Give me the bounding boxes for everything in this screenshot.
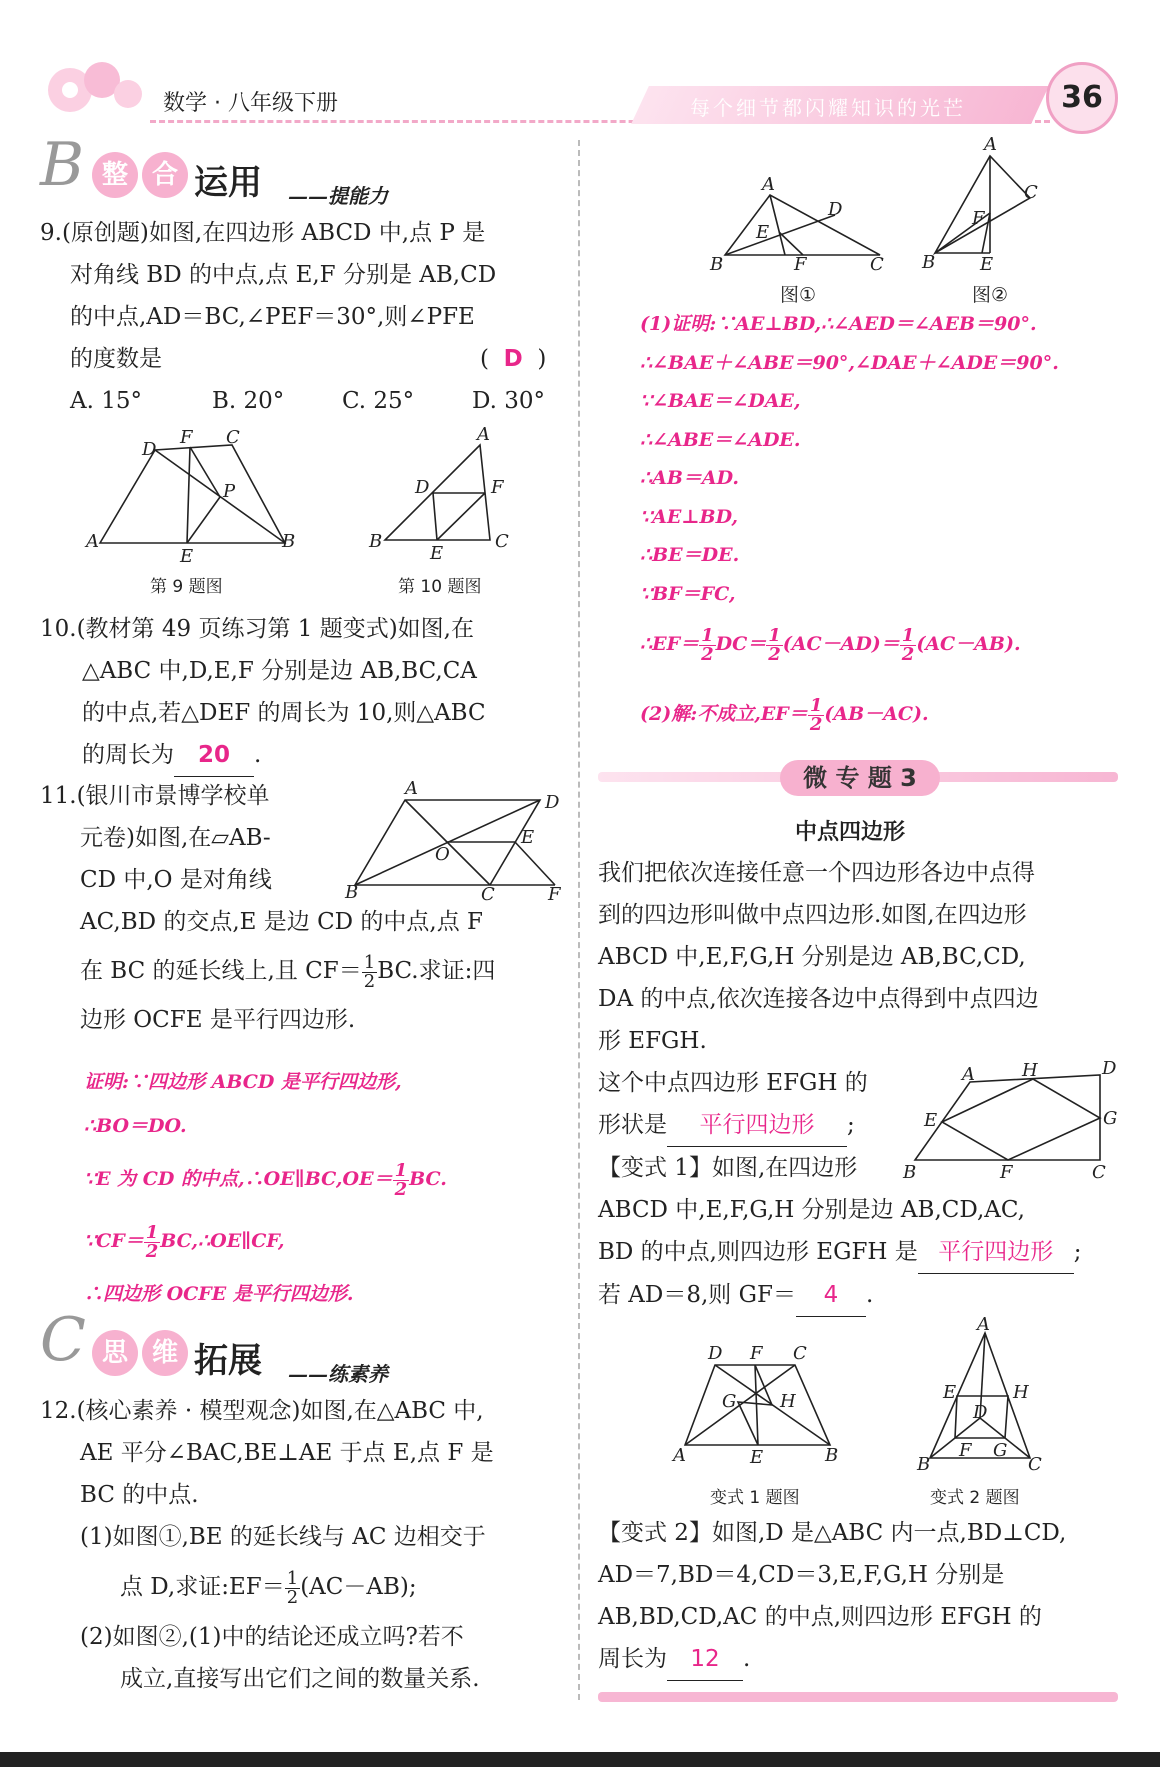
q11-sol-line-5: ∴四边形 OCFE 是平行四边形.	[84, 1283, 354, 1305]
svg-text:D: D	[708, 1343, 723, 1364]
wz-v1-line-3	[598, 1231, 1118, 1274]
wz-answer-1: 平行四边形	[667, 1104, 847, 1147]
proof-p2-b: (AB－AC).	[824, 703, 929, 725]
proof-frac2-den: 2	[768, 643, 781, 665]
figure-10-caption: 第 10 题图	[398, 577, 482, 597]
section-c-title: 拓展	[194, 1341, 262, 1381]
svg-text:B: B	[825, 1445, 839, 1466]
svg-text:A: A	[762, 174, 775, 195]
q11-line-2: 元卷)如图,在▱AB-	[80, 825, 271, 851]
svg-text:E: E	[756, 222, 770, 243]
figure-11	[345, 778, 565, 905]
svg-text:A: A	[405, 778, 418, 799]
section-b-title: 运用	[194, 163, 262, 203]
svg-text:F: F	[491, 477, 504, 498]
svg-text:B: B	[917, 1454, 931, 1475]
svg-text:F: F	[794, 254, 807, 275]
q9-options	[40, 380, 560, 422]
proof-frac-2	[766, 624, 783, 665]
q11-sol-line-4	[84, 1210, 564, 1272]
svg-text:F: F	[180, 427, 193, 448]
svg-text:D: D	[545, 792, 560, 813]
section-c-bubble-1: 思	[92, 1330, 138, 1376]
figure-12-1	[710, 170, 890, 280]
figure-variant-1-caption: 变式 1 题图	[710, 1488, 800, 1508]
svg-text:E: E	[943, 1382, 957, 1403]
section-c-bubble-2: 维	[142, 1330, 188, 1376]
q9-paren-open: (	[480, 346, 489, 372]
proof-ef-c: (AC－AD)＝	[782, 633, 900, 655]
q12-line-4: (1)如图①,BE 的延长线与 AC 边相交于	[80, 1524, 486, 1550]
proof-frac4-num: 1	[809, 694, 823, 716]
q11-sol-frac1-den: 2	[394, 1178, 408, 1200]
q11-line-6: 边形 OCFE 是平行四边形.	[80, 1007, 356, 1033]
svg-text:F: F	[1000, 1162, 1013, 1183]
svg-text:E: E	[521, 827, 535, 848]
q11-line-5-b: BC.求证:四	[377, 958, 496, 984]
proof-frac4-den: 2	[809, 713, 823, 735]
figure-12-2	[920, 134, 1050, 278]
q9-option-a: A. 15°	[70, 388, 142, 414]
q10-line-4	[40, 734, 560, 777]
q9-option-c: C. 25°	[342, 388, 415, 414]
q9-answer: D	[503, 346, 523, 372]
special-topic-title: 中点四边形	[795, 820, 906, 845]
svg-text:A: A	[984, 134, 997, 155]
figure-variant-2-caption: 变式 2 题图	[930, 1488, 1020, 1508]
q11-frac-den: 2	[363, 970, 376, 992]
svg-text:D: D	[1102, 1058, 1117, 1079]
wz-v1-line-2: ABCD 中,E,F,G,H 分别是边 AB,CD,AC,	[598, 1197, 1025, 1223]
q11-sol-frac2-num: 1	[145, 1221, 159, 1243]
svg-text:A: A	[977, 1314, 990, 1335]
svg-text:C: C	[1024, 182, 1038, 203]
svg-text:B: B	[922, 252, 936, 273]
proof-frac-4	[808, 694, 825, 735]
proof-line-3: ∵∠BAE＝∠DAE,	[640, 390, 801, 412]
svg-text:O: O	[435, 844, 450, 865]
proof-line-8: ∵BF＝FC,	[640, 582, 736, 605]
q11-sol-line-2: ∴BO＝DO.	[84, 1115, 187, 1137]
svg-text:A: A	[477, 424, 490, 445]
svg-text:C: C	[495, 531, 509, 552]
svg-text:C: C	[226, 427, 240, 448]
wz-line-7-a: 形状是	[598, 1112, 667, 1138]
wz-v1-line-4	[598, 1274, 1118, 1317]
svg-text:E: E	[180, 546, 194, 567]
svg-text:B: B	[345, 882, 359, 903]
q11-line-5	[40, 943, 560, 999]
svg-text:B: B	[369, 531, 383, 552]
figure-variant-1	[670, 1343, 840, 1468]
svg-text:B: B	[282, 531, 296, 552]
q10-line-4-post: .	[254, 742, 262, 768]
figure-10	[365, 424, 535, 564]
q9-option-b: B. 20°	[212, 388, 285, 414]
section-c-subtitle: ——练素养	[288, 1362, 388, 1386]
svg-text:C: C	[870, 254, 884, 275]
q10-line-3: 的中点,若△DEF 的周长为 10,则△ABC	[82, 700, 486, 726]
svg-text:E: E	[924, 1110, 938, 1131]
q9-line-2: 对角线 BD 的中点,点 E,F 分别是 AB,CD	[70, 262, 497, 288]
proof-line-4: ∴∠ABE＝∠ADE.	[640, 428, 801, 451]
q11-sol-line-4-a: ∵CF＝	[84, 1230, 144, 1252]
q12-line-1: 12.(核心素养 · 模型观念)如图,在△ABC 中,	[40, 1398, 484, 1424]
figure-9	[80, 425, 300, 567]
svg-text:F: F	[750, 1343, 763, 1364]
wz-answer-2: 平行四边形	[918, 1231, 1074, 1274]
q11-line-1: 11.(银川市景博学校单	[40, 783, 270, 809]
wz-v2-line-2: AD＝7,BD＝4,CD＝3,E,F,G,H 分别是	[598, 1562, 1005, 1588]
proof-frac3-den: 2	[901, 643, 915, 665]
q12-frac-num: 1	[286, 1567, 299, 1589]
wz-answer-4: 12	[667, 1638, 743, 1681]
q12-proof	[640, 305, 1120, 745]
section-b-bubble-1: 整	[92, 152, 138, 198]
svg-text:E: E	[750, 1447, 764, 1468]
svg-text:F: F	[972, 208, 985, 229]
wz-v1-line-4-b: .	[865, 1282, 874, 1308]
proof-frac-3	[900, 624, 917, 665]
q11-solution	[84, 1060, 564, 1316]
svg-text:F: F	[548, 884, 561, 905]
svg-text:E: E	[980, 254, 994, 275]
question-9	[40, 212, 560, 422]
wz-v1-line-1: 【变式 1】如图,在四边形	[598, 1155, 858, 1181]
figure-12-1-caption: 图①	[780, 284, 817, 306]
svg-text:B: B	[710, 254, 724, 275]
wz-answer-3: 4	[796, 1274, 866, 1317]
page-footer-strip	[0, 1752, 1160, 1767]
proof-ef-d: (AC－AB).	[916, 633, 1021, 655]
header-slogan: 每个细节都闪耀知识的光芒	[690, 96, 966, 120]
q11-line-5-a: 在 BC 的延长线上,且 CF＝	[80, 958, 362, 984]
page-number: 36	[1046, 62, 1118, 134]
q9-option-d: D. 30°	[472, 388, 546, 414]
q12-line-7: 成立,直接写出它们之间的数量关系.	[120, 1666, 480, 1692]
proof-line-6: ∵AE⊥BD,	[640, 505, 739, 528]
proof-line-5: ∴AB＝AD.	[640, 467, 740, 489]
proof-line-7: ∴BE＝DE.	[640, 544, 740, 566]
q11-sol-frac1-num: 1	[394, 1159, 408, 1181]
svg-text:C: C	[481, 884, 495, 905]
q12-line-5-a: 点 D,求证:EF＝	[120, 1574, 285, 1600]
wz-v2-line-4-b: .	[743, 1646, 751, 1672]
section-c-letter: C	[40, 1305, 86, 1375]
wz-intro-line-5: 形 EFGH.	[598, 1028, 707, 1054]
q12-frac-den: 2	[286, 1586, 299, 1608]
q9-line-3: 的中点,AD＝BC,∠PEF＝30°,则∠PFE	[70, 304, 475, 330]
wz-intro-line-2: 到的四边形叫做中点四边形.如图,在四边形	[598, 902, 1027, 928]
proof-frac2-num: 1	[768, 624, 781, 646]
svg-text:B: B	[903, 1162, 917, 1183]
q12-line-6: (2)如图②,(1)中的结论还成立吗?若不	[80, 1624, 464, 1650]
proof-ef-a: ∴EF＝	[640, 633, 700, 655]
q10-line-4-pre: 的周长为	[82, 742, 174, 768]
proof-frac1-num: 1	[701, 624, 714, 646]
wz-intro-line-1: 我们把依次连接任意一个四边形各边中点得	[598, 860, 1035, 886]
q12-line-2: AE 平分∠BAC,BE⊥AE 于点 E,点 F 是	[80, 1440, 494, 1466]
q11-fraction	[362, 951, 377, 992]
wz-line-6: 这个中点四边形 EFGH 的	[598, 1070, 868, 1096]
wz-intro-line-3: ABCD 中,E,F,G,H 分别是边 AB,BC,CD,	[598, 944, 1026, 970]
wz-v2-line-1: 【变式 2】如图,D 是△ABC 内一点,BD⊥CD,	[598, 1520, 1067, 1546]
svg-text:F: F	[959, 1440, 972, 1461]
svg-text:D: D	[973, 1402, 988, 1423]
proof-frac1-den: 2	[701, 643, 714, 665]
figure-12-2-caption: 图②	[972, 284, 1009, 306]
q11-sol-frac2-den: 2	[145, 1240, 159, 1262]
flower-icon	[40, 50, 150, 120]
q11-sol-line-3-a: ∵E 为 CD 的中点,∴OE∥BC,OE＝	[84, 1168, 393, 1190]
q10-line-2: △ABC 中,D,E,F 分别是边 AB,BC,CA	[82, 658, 477, 684]
svg-text:D: D	[415, 477, 430, 498]
section-b-bubble-2: 合	[142, 152, 188, 198]
svg-text:G: G	[1103, 1108, 1118, 1129]
question-10	[40, 608, 560, 777]
svg-text:D: D	[142, 439, 157, 460]
section-b-subtitle: ——提能力	[288, 184, 388, 208]
svg-text:D: D	[828, 199, 843, 220]
wz-v2-line-4-a: 周长为	[598, 1646, 667, 1672]
q11-line-4: AC,BD 的交点,E 是边 CD 的中点,点 F	[80, 909, 484, 935]
figure-midpoint-quadrilateral	[900, 1058, 1125, 1183]
wz-v1-line-3-a: BD 的中点,则四边形 EGFH 是	[598, 1239, 918, 1265]
svg-text:G: G	[722, 1391, 737, 1412]
column-divider	[578, 140, 580, 1700]
svg-text:C: C	[1092, 1162, 1106, 1183]
wz-line-7-b: ;	[847, 1112, 855, 1138]
svg-text:A: A	[673, 1445, 686, 1466]
q9-paren-close: )	[537, 346, 547, 372]
wz-v1-line-3-b: ;	[1073, 1239, 1082, 1265]
q9-line-4	[40, 338, 560, 380]
proof-p2-a: (2)解:不成立,EF＝	[640, 703, 808, 725]
proof-line-9	[640, 613, 1120, 675]
svg-text:H: H	[1013, 1382, 1029, 1403]
wz-v2-line-3: AB,BD,CD,AC 的中点,则四边形 EFGH 的	[598, 1604, 1042, 1630]
wz-v2-line-4	[598, 1638, 1118, 1681]
svg-text:A: A	[86, 531, 99, 552]
q9-line-1: 9.(原创题)如图,在四边形 ABCD 中,点 P 是	[40, 220, 486, 246]
figure-9-caption: 第 9 题图	[150, 577, 223, 597]
q12-line-5-b: (AC－AB);	[300, 1574, 417, 1600]
q12-line-5	[40, 1558, 560, 1616]
q12-fraction	[285, 1567, 300, 1608]
svg-text:H: H	[1022, 1060, 1038, 1081]
q11-line-3: CD 中,O 是对角线	[80, 867, 272, 893]
proof-frac-1	[699, 624, 716, 665]
wz-v1-line-4-a: 若 AD＝8,则 GF＝	[598, 1282, 796, 1308]
header-title: 数学 · 八年级下册	[163, 91, 338, 116]
q11-sol-line-1: 证明:∵四边形 ABCD 是平行四边形,	[84, 1071, 402, 1093]
q11-sol-fraction-1	[393, 1159, 410, 1200]
variant-2-text	[598, 1512, 1118, 1681]
wz-intro-line-4: DA 的中点,依次连接各边中点得到中点四边	[598, 986, 1039, 1012]
q10-line-1: 10.(教材第 49 页练习第 1 题变式)如图,在	[40, 616, 474, 642]
svg-text:A: A	[962, 1064, 975, 1085]
proof-ef-b: DC＝	[715, 633, 767, 655]
section-b-letter: B	[40, 130, 85, 200]
svg-text:H: H	[780, 1391, 796, 1412]
figure-variant-2	[915, 1314, 1050, 1475]
header-flower-decoration	[40, 50, 150, 120]
q9-answer-paren	[480, 338, 546, 380]
q12-line-3: BC 的中点.	[80, 1482, 199, 1508]
proof-line-1: (1)证明:∵AE⊥BD,∴∠AED＝∠AEB＝90°.	[640, 313, 1037, 335]
q11-sol-fraction-2	[144, 1221, 161, 1262]
svg-text:P: P	[223, 481, 236, 502]
special-topic-pill: 微 专 题 3	[780, 760, 940, 796]
q11-sol-line-4-b: BC,∴OE∥CF,	[160, 1230, 285, 1252]
q10-answer: 20	[174, 734, 254, 777]
proof-part-2	[640, 683, 1120, 745]
q11-sol-line-3	[84, 1148, 564, 1210]
svg-text:C: C	[1028, 1454, 1042, 1475]
svg-text:G: G	[993, 1440, 1008, 1461]
q11-frac-num: 1	[363, 951, 376, 973]
proof-frac3-num: 1	[901, 624, 915, 646]
svg-text:E: E	[430, 543, 444, 564]
svg-text:C: C	[793, 1343, 807, 1364]
q9-line-4-text: 的度数是	[70, 346, 162, 372]
q11-sol-line-3-b: BC.	[409, 1168, 447, 1190]
question-12	[40, 1390, 560, 1700]
bottom-bar	[598, 1692, 1118, 1702]
proof-line-2: ∴∠BAE＋∠ABE＝90°,∠DAE＋∠ADE＝90°.	[640, 351, 1059, 374]
